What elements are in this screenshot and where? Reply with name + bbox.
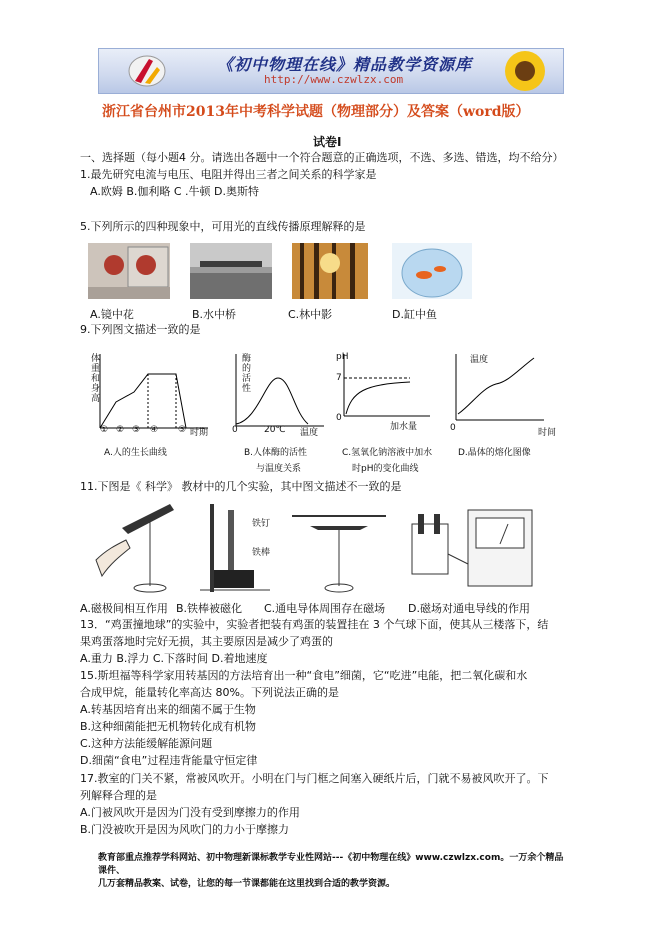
- graph-c-ylabel: pH: [336, 352, 349, 362]
- graph-a-xlabel: 时期: [190, 428, 209, 438]
- question-13-stem-1: 13．“鸡蛋撞地球”的实验中，实验者把装有鸡蛋的装置挂在 3 个气球下面，使其从三楼落下，结: [80, 618, 549, 631]
- mirror-flower-image: [88, 243, 170, 299]
- header-banner: [98, 48, 564, 94]
- graph-a-ylabel: 体重和身高: [91, 354, 101, 404]
- question-15-option-c: C.这种方法能缓解能源问题: [80, 737, 213, 750]
- q5-caption-b: B.水中桥: [192, 308, 237, 321]
- rod-label-rod: 铁棒: [252, 548, 271, 558]
- question-13-stem-2: 果鸡蛋落地时完好无损，其主要原因是减少了鸡蛋的: [80, 635, 333, 648]
- question-1-options: A.欧姆 B.伽利略 C .牛顿 D.奥斯特: [90, 185, 260, 198]
- water-bridge-image: [190, 243, 272, 299]
- question-17-stem-2: 列解释合理的是: [80, 789, 157, 802]
- question-9-stem: 9.下列图文描述一致的是: [80, 323, 201, 336]
- graph-b-caption-2: 与温度关系: [256, 464, 302, 474]
- question-15-stem-1: 15.斯坦福等科学家用转基因的方法培育出一种“食电”细菌，它“吃进”电能，把二氧化碳和水: [80, 669, 528, 682]
- graph-c-tick-7: 7: [336, 373, 342, 383]
- sunflower-icon: [493, 48, 557, 94]
- question-15-option-b: B.这种细菌能把无机物转化成有机物: [80, 720, 257, 733]
- graph-d-ylabel: 温度: [470, 355, 489, 365]
- graph-c-caption-2: 时pH的变化曲线: [352, 464, 419, 474]
- footer-line-1: 教育部重点推荐学科网站、初中物理新课标教学专业性网站---《初中物理在线》www.czwlzx.com。一万余个精品课件、: [98, 853, 564, 876]
- graph-d-melting-curve: [448, 352, 548, 432]
- graph-d-tick-0: 0: [450, 423, 456, 433]
- section-heading: 一、选择题（每小题4 分。请选出各题中一个符合题意的正确选项，不选、多选、错选，均不给分）: [80, 151, 564, 164]
- graph-a-tick-5: ⑤: [178, 425, 187, 435]
- rod-label-nail: 铁钉: [252, 519, 271, 529]
- graph-a-caption: A.人的生长曲线: [104, 448, 167, 458]
- footer-line-2: 几万套精品教案、试卷，让您的每一节课都能在这里找到合适的教学资源。: [98, 879, 396, 889]
- q5-caption-a: A.镜中花: [90, 308, 134, 321]
- q5-caption-c: C.林中影: [288, 308, 333, 321]
- graph-b-xlabel: 温度: [300, 428, 319, 438]
- banner-url[interactable]: http://www.czwlzx.com: [264, 73, 404, 86]
- question-17-option-b: B.门没被吹开是因为风吹门的力小于摩擦力: [80, 823, 290, 836]
- magnet-poles-image: [86, 500, 178, 596]
- q11-caption-c: C.通电导体周围存在磁场: [264, 602, 386, 615]
- question-5-stem: 5.下列所示的四种现象中，可用光的直线传播原理解释的是: [80, 220, 366, 233]
- graph-b-caption-1: B.人体酶的活性: [244, 448, 308, 458]
- q5-caption-d: D.缸中鱼: [392, 308, 437, 321]
- graph-a-tick-3: ③: [132, 425, 141, 435]
- question-11-stem: 11.下图是《 科学》 教材中的几个实验，其中图文描述不一致的是: [80, 480, 402, 493]
- question-17-option-a: A.门被风吹开是因为门没有受到摩擦力的作用: [80, 806, 300, 819]
- graph-b-ylabel: 酶的活性: [242, 354, 252, 394]
- question-15-stem-2: 合成甲烷，能量转化率高达 80%。下列说法正确的是: [80, 686, 339, 699]
- question-13-options: A.重力 B.浮力 C.下落时间 D.着地速度: [80, 652, 268, 665]
- q11-caption-b: B.铁棒被磁化: [176, 602, 243, 615]
- question-1-stem: 1.最先研究电流与电压、电阻并得出三者之间关系的科学家是: [80, 168, 377, 181]
- graph-d-caption: D.晶体的熔化图像: [458, 448, 531, 458]
- question-15-option-a: A.转基因培育出来的细菌不属于生物: [80, 703, 256, 716]
- graph-b-tick-20: 20℃: [264, 425, 286, 435]
- document-title: 浙江省台州市2013年中考科学试题（物理部分）及答案（word版）: [102, 104, 530, 120]
- graph-a-tick-1: ①: [100, 425, 109, 435]
- paper-label: 试卷Ⅰ: [313, 135, 342, 149]
- graph-b-tick-0: 0: [232, 425, 238, 435]
- question-17-stem-1: 17.教室的门关不紧，常被风吹开。小明在门与门框之间塞入硬纸片后，门就不易被风吹开了。下: [80, 772, 549, 785]
- graph-d-xlabel: 时间: [538, 428, 557, 438]
- graph-a-tick-4: ④: [150, 425, 159, 435]
- q11-caption-a: A.磁极间相互作用: [80, 602, 168, 615]
- graph-c-ph-curve: [334, 352, 434, 432]
- banner-title: 《初中物理在线》精品教学资源库: [217, 55, 473, 74]
- site-logo-icon: [127, 53, 167, 89]
- question-15-option-d: D.细菌“食电”过程违背能量守恒定律: [80, 754, 258, 767]
- page-footer: [98, 852, 568, 891]
- forest-shadow-image: [292, 243, 368, 299]
- fish-bowl-image: [392, 243, 472, 299]
- q11-caption-d: D.磁场对通电导线的作用: [408, 602, 530, 615]
- motor-force-image: [408, 504, 536, 594]
- graph-a-tick-2: ②: [116, 425, 125, 435]
- graph-c-tick-0: 0: [336, 413, 342, 423]
- graph-c-xlabel: 加水量: [390, 422, 418, 432]
- current-magnetic-field-image: [290, 500, 388, 596]
- graph-c-caption-1: C.氢氧化钠溶液中加水: [342, 448, 433, 458]
